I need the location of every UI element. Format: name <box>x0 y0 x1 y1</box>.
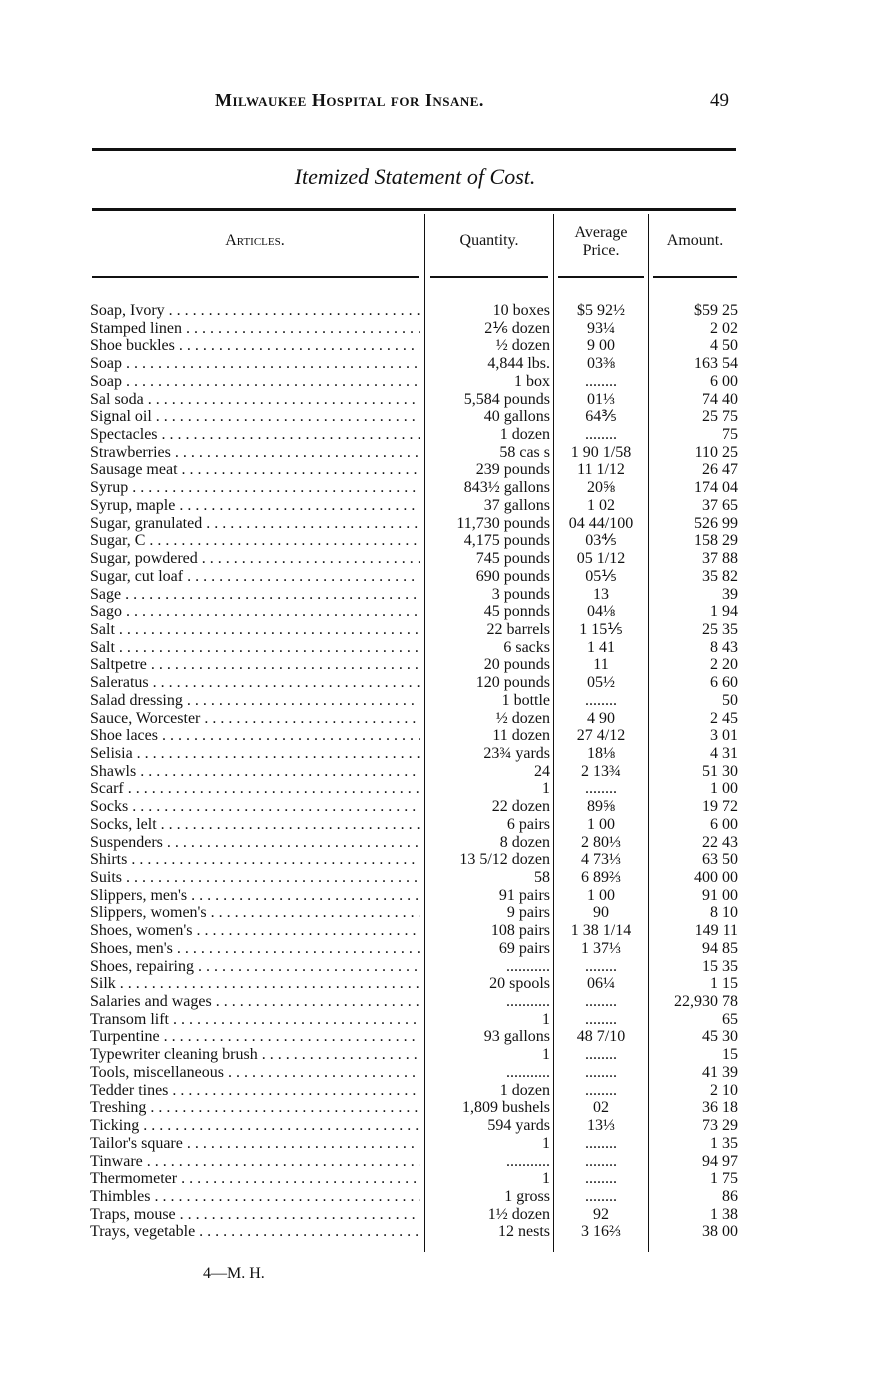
table-row <box>0 692 896 710</box>
article-cell: Suits . . . <box>90 869 420 887</box>
article-cell: Thimbles . . . <box>90 1188 420 1206</box>
table-row <box>0 1170 896 1188</box>
table-row <box>0 922 896 940</box>
quantity-cell: ........... <box>506 1063 550 1081</box>
price-cell: 4 90 <box>587 709 615 727</box>
quantity-cell: 13 5/12 dozen <box>459 851 550 869</box>
page-number: 49 <box>710 90 729 111</box>
article-cell: Sago . . . <box>90 603 420 621</box>
amount-cell: 94 85 <box>702 939 738 957</box>
amount-cell: 110 25 <box>694 443 738 461</box>
quantity-cell: 40 gallons <box>483 408 550 426</box>
amount-cell: 4 31 <box>710 744 738 762</box>
article-cell: Tinware . . . <box>90 1153 420 1171</box>
article-cell: Silk . . . <box>90 975 420 993</box>
article-cell: Shirts . . . <box>90 851 420 869</box>
table-row <box>0 497 896 515</box>
table-row <box>0 674 896 692</box>
quantity-cell: 239 pounds <box>475 461 550 479</box>
table-row <box>0 1206 896 1224</box>
article-cell: Sugar, C . . . <box>90 532 420 550</box>
quantity-cell: 93 gallons <box>483 1028 550 1046</box>
price-cell: 92 <box>593 1205 609 1223</box>
amount-cell: 158 29 <box>694 532 738 550</box>
article-cell: Turpentine . . . <box>90 1028 420 1046</box>
article-cell: Sauce, Worcester . . . <box>90 710 420 728</box>
article-cell: Sausage meat . . . <box>90 461 420 479</box>
quantity-cell: 10 boxes <box>492 302 550 319</box>
quantity-cell: 22 barrels <box>486 620 550 638</box>
article-cell: Tools, miscellaneous . . . <box>90 1064 420 1082</box>
header-rule <box>92 276 419 278</box>
signature-mark: 4—M. H. <box>203 1265 265 1282</box>
amount-cell: 51 30 <box>702 762 738 780</box>
quantity-cell: 11 dozen <box>492 727 550 745</box>
amount-cell: 63 50 <box>702 851 738 869</box>
header-price: Average Price. <box>574 224 628 259</box>
price-cell: ........ <box>585 372 617 390</box>
amount-cell: 1 75 <box>710 1170 738 1188</box>
quantity-cell: ½ dozen <box>495 709 550 727</box>
price-cell: 2 80⅓ <box>581 833 621 851</box>
article-cell: Syrup, maple . . . <box>90 497 420 515</box>
table-row <box>0 1082 896 1100</box>
quantity-cell: ........... <box>506 993 550 1011</box>
amount-cell: 8 10 <box>710 904 738 922</box>
amount-cell: 6 00 <box>710 815 738 833</box>
quantity-cell: 20 pounds <box>483 656 550 674</box>
table-row <box>0 763 896 781</box>
table-row <box>0 621 896 639</box>
price-cell: 03⅘ <box>585 532 617 550</box>
table-row <box>0 444 896 462</box>
amount-cell: 86 <box>722 1187 738 1205</box>
amount-cell: 174 04 <box>694 479 738 497</box>
price-cell: ........ <box>585 1063 617 1081</box>
article-cell: Soap . . . <box>90 373 420 391</box>
table-row <box>0 639 896 657</box>
quantity-cell: 4,844 lbs. <box>487 355 550 373</box>
quantity-cell: 108 pairs <box>490 922 550 940</box>
amount-cell: 149 11 <box>694 922 738 940</box>
quantity-cell: 23¾ yards <box>483 744 550 762</box>
quantity-cell: 12 nests <box>498 1223 550 1241</box>
quantity-cell: 11,730 pounds <box>456 514 550 532</box>
amount-cell: 37 88 <box>702 550 738 568</box>
article-cell: Ticking . . . <box>90 1117 420 1135</box>
price-cell: ........ <box>585 993 617 1011</box>
quantity-cell: 8 dozen <box>499 833 550 851</box>
price-cell: 1 90 1/58 <box>570 443 632 461</box>
amount-cell: 22 43 <box>702 833 738 851</box>
quantity-cell: 58 <box>534 869 550 886</box>
document-title: Itemized Statement of Cost. <box>294 164 536 189</box>
article-cell: Selisia . . . <box>90 745 420 763</box>
article-cell: Transom lift . . . <box>90 1011 420 1029</box>
amount-cell: 26 47 <box>702 461 738 479</box>
article-cell: Salad dressing . . . <box>90 692 420 710</box>
table-row <box>0 320 896 338</box>
price-cell: 9 00 <box>587 337 615 355</box>
table-row <box>0 1046 896 1064</box>
amount-cell: 1 15 <box>710 975 738 993</box>
article-cell: Scarf . . . <box>90 780 420 798</box>
price-cell: ........ <box>585 1187 617 1205</box>
article-cell: Slippers, men's . . . <box>90 887 420 905</box>
table-row <box>0 1117 896 1135</box>
amount-cell: 15 35 <box>702 957 738 975</box>
table-row <box>0 834 896 852</box>
price-cell: 89⅝ <box>587 798 615 816</box>
quantity-cell: 37 gallons <box>483 496 550 514</box>
article-cell: Sugar, granulated . . . <box>90 515 420 533</box>
table-row <box>0 373 896 391</box>
table-row <box>0 302 896 320</box>
article-cell: Sage . . . <box>90 586 420 604</box>
quantity-cell: 45 ponnds <box>483 603 550 621</box>
article-cell: Strawberries . . . <box>90 444 420 462</box>
table-row <box>0 586 896 604</box>
table-row <box>0 479 896 497</box>
amount-cell: 50 <box>722 691 738 709</box>
price-cell: 05⅕ <box>585 567 617 585</box>
amount-cell: 1 94 <box>710 603 738 621</box>
quantity-cell: 120 pounds <box>475 674 550 692</box>
quantity-cell: 843½ gallons <box>463 479 550 497</box>
amount-cell: 19 72 <box>702 798 738 816</box>
price-cell: 13 <box>593 585 609 603</box>
price-cell: ........ <box>585 780 617 798</box>
amount-cell: 6 60 <box>710 674 738 692</box>
price-cell: 93¼ <box>587 319 615 337</box>
price-cell: 1 37⅓ <box>581 939 621 957</box>
cost-table-body <box>0 302 896 1241</box>
table-row <box>0 1223 896 1241</box>
title-rule <box>92 208 736 211</box>
price-cell: 27 4/12 <box>576 727 626 745</box>
article-cell: Socks, lelt . . . <box>90 816 420 834</box>
amount-cell: 25 35 <box>702 620 738 638</box>
article-cell: Sugar, powdered . . . <box>90 550 420 568</box>
amount-cell: 1 38 <box>710 1205 738 1223</box>
top-rule <box>92 148 736 151</box>
amount-cell: 65 <box>722 1010 738 1028</box>
table-row <box>0 1064 896 1082</box>
quantity-cell: 1½ dozen <box>487 1205 550 1223</box>
article-cell: Shoes, repairing . . . <box>90 958 420 976</box>
price-cell: 6 89⅔ <box>581 869 621 886</box>
price-cell: 06¼ <box>587 975 615 993</box>
price-cell: ........ <box>585 1152 617 1170</box>
quantity-cell: ........... <box>506 1152 550 1170</box>
amount-cell: 73 29 <box>702 1117 738 1135</box>
header-articles: Articles. <box>225 232 285 249</box>
article-cell: Treshing . . . <box>90 1099 420 1117</box>
table-row <box>0 355 896 373</box>
article-cell: Shoe buckles . . . <box>90 337 420 355</box>
table-row <box>0 426 896 444</box>
price-cell: 1 41 <box>587 638 615 656</box>
header-quantity: Quantity. <box>459 232 519 249</box>
quantity-cell: ........... <box>506 957 550 975</box>
article-cell: Salt . . . <box>90 639 420 657</box>
price-cell: 02 <box>593 1099 609 1117</box>
table-row <box>0 780 896 798</box>
amount-cell: 39 <box>722 585 738 603</box>
price-cell: $5 92½ <box>577 302 625 319</box>
amount-cell: 35 82 <box>702 567 738 585</box>
amount-cell: 526 99 <box>694 514 738 532</box>
table-row <box>0 1153 896 1171</box>
price-cell: 04⅛ <box>587 603 615 621</box>
amount-cell: 6 00 <box>710 372 738 390</box>
quantity-cell: 9 pairs <box>506 904 550 922</box>
price-cell: 90 <box>593 904 609 922</box>
article-cell: Typewriter cleaning brush . . . <box>90 1046 420 1064</box>
article-cell: Spectacles . . . <box>90 426 420 444</box>
amount-cell: 25 75 <box>702 408 738 426</box>
header-rule <box>430 276 548 278</box>
article-cell: Salt . . . <box>90 621 420 639</box>
quantity-cell: 1 gross <box>504 1187 550 1205</box>
price-cell: ........ <box>585 691 617 709</box>
amount-cell: 15 <box>722 1046 738 1064</box>
table-row <box>0 887 896 905</box>
article-cell: Thermometer . . . <box>90 1170 420 1188</box>
article-cell: Stamped linen . . . <box>90 320 420 338</box>
price-cell: ........ <box>585 1170 617 1188</box>
header-rule <box>653 276 737 278</box>
quantity-cell: 5,584 pounds <box>463 390 550 408</box>
quantity-cell: 594 yards <box>487 1117 550 1135</box>
quantity-cell: 69 pairs <box>498 939 550 957</box>
price-cell: 11 1/12 <box>577 461 625 479</box>
article-cell: Tailor's square . . . <box>90 1135 420 1153</box>
article-cell: Soap . . . <box>90 355 420 373</box>
amount-cell: 94 97 <box>702 1152 738 1170</box>
table-row <box>0 727 896 745</box>
price-cell: ........ <box>585 957 617 975</box>
amount-cell: 22,930 78 <box>674 993 738 1011</box>
quantity-cell: 1 dozen <box>499 426 550 444</box>
article-cell: Saltpetre . . . <box>90 656 420 674</box>
table-row <box>0 391 896 409</box>
quantity-cell: 2⅙ dozen <box>484 319 550 337</box>
amount-cell: 2 45 <box>710 709 738 727</box>
price-cell: 1 00 <box>587 815 615 833</box>
price-cell: 05½ <box>587 674 615 692</box>
table-row <box>0 1099 896 1117</box>
table-row <box>0 816 896 834</box>
amount-cell: 38 00 <box>702 1223 738 1241</box>
article-cell: Slippers, women's . . . <box>90 904 420 922</box>
article-cell: Saleratus . . . <box>90 674 420 692</box>
price-cell: 3 16⅔ <box>581 1223 621 1241</box>
quantity-cell: 22 dozen <box>491 798 550 816</box>
price-cell: 01⅓ <box>587 390 615 408</box>
article-cell: Tedder tines . . . <box>90 1082 420 1100</box>
table-row <box>0 745 896 763</box>
quantity-cell: 1,809 bushels <box>462 1099 550 1117</box>
table-row <box>0 515 896 533</box>
price-cell: 1 15⅕ <box>579 620 623 638</box>
amount-cell: 37 65 <box>702 496 738 514</box>
header-rule <box>558 276 644 278</box>
amount-cell: 91 00 <box>702 886 738 904</box>
table-row <box>0 603 896 621</box>
price-cell: 18⅛ <box>587 744 615 762</box>
quantity-cell: 1 box <box>514 372 550 390</box>
quantity-cell: 1 bottle <box>501 691 550 709</box>
price-cell: 4 73⅓ <box>581 851 621 869</box>
price-cell: 04 44/100 <box>568 514 634 532</box>
amount-cell: 36 18 <box>702 1099 738 1117</box>
price-cell: ........ <box>585 1081 617 1099</box>
quantity-cell: 20 spools <box>489 975 550 993</box>
table-row <box>0 532 896 550</box>
price-cell: 2 13¾ <box>581 762 621 780</box>
quantity-cell: 1 dozen <box>499 1081 550 1099</box>
amount-cell: 45 30 <box>702 1028 738 1046</box>
article-cell: Traps, mouse . . . <box>90 1206 420 1224</box>
article-cell: Shawls . . . <box>90 763 420 781</box>
quantity-cell: 1 <box>542 1134 550 1152</box>
table-row <box>0 550 896 568</box>
table-row <box>0 975 896 993</box>
price-cell: ........ <box>585 1046 617 1064</box>
price-cell: ........ <box>585 426 617 444</box>
amount-cell: 75 <box>722 426 738 444</box>
quantity-cell: 3 pounds <box>491 585 550 603</box>
article-cell: Shoes, women's . . . <box>90 922 420 940</box>
quantity-cell: 4,175 pounds <box>463 532 550 550</box>
article-cell: Trays, vegetable . . . <box>90 1223 420 1241</box>
amount-cell: 163 54 <box>694 355 738 373</box>
price-cell: 48 7/10 <box>576 1028 626 1046</box>
table-row <box>0 1028 896 1046</box>
article-cell: Syrup . . . <box>90 479 420 497</box>
table-row <box>0 461 896 479</box>
amount-cell: 41 39 <box>702 1063 738 1081</box>
article-cell: Shoes, men's . . . <box>90 940 420 958</box>
price-cell: 11 <box>593 656 609 674</box>
price-cell: 20⅝ <box>587 479 615 497</box>
quantity-cell: 1 <box>542 1010 550 1028</box>
article-cell: Socks . . . <box>90 798 420 816</box>
price-cell: 05 1/12 <box>576 550 626 568</box>
quantity-cell: ½ dozen <box>495 337 550 355</box>
article-cell: Shoe laces . . . <box>90 727 420 745</box>
table-row <box>0 710 896 728</box>
quantity-cell: 6 sacks <box>503 638 550 656</box>
price-cell: ........ <box>585 1010 617 1028</box>
table-row <box>0 1135 896 1153</box>
price-cell: 03⅜ <box>587 355 615 373</box>
amount-cell: 1 00 <box>710 780 738 798</box>
table-row <box>0 869 896 887</box>
table-row <box>0 656 896 674</box>
price-cell: 1 38 1/14 <box>570 922 632 940</box>
quantity-cell: 1 <box>542 1170 550 1188</box>
amount-cell: $59 25 <box>694 302 738 319</box>
running-head: Milwaukee Hospital for Insane. <box>215 90 484 110</box>
quantity-cell: 91 pairs <box>498 886 550 904</box>
table-row <box>0 337 896 355</box>
table-row <box>0 958 896 976</box>
article-cell: Salaries and wages . . . <box>90 993 420 1011</box>
quantity-cell: 58 cas s <box>499 443 550 461</box>
amount-cell: 2 02 <box>710 319 738 337</box>
quantity-cell: 24 <box>534 762 550 780</box>
quantity-cell: 1 <box>542 780 550 798</box>
amount-cell: 2 10 <box>710 1081 738 1099</box>
table-row <box>0 408 896 426</box>
table-row <box>0 1011 896 1029</box>
article-cell: Sugar, cut loaf . . . <box>90 568 420 586</box>
article-cell: Soap, Ivory . . . <box>90 302 420 320</box>
table-row <box>0 904 896 922</box>
price-cell: 1 02 <box>587 496 615 514</box>
price-cell: 13⅓ <box>587 1117 615 1135</box>
price-cell: ........ <box>585 1134 617 1152</box>
table-row <box>0 568 896 586</box>
amount-cell: 3 01 <box>710 727 738 745</box>
table-row <box>0 798 896 816</box>
amount-cell: 8 43 <box>710 638 738 656</box>
amount-cell: 2 20 <box>710 656 738 674</box>
article-cell: Sal soda . . . <box>90 391 420 409</box>
amount-cell: 400 00 <box>694 869 738 886</box>
table-row <box>0 851 896 869</box>
quantity-cell: 1 <box>542 1046 550 1064</box>
header-amount: Amount. <box>666 232 724 249</box>
quantity-cell: 745 pounds <box>475 550 550 568</box>
table-row <box>0 940 896 958</box>
quantity-cell: 690 pounds <box>475 567 550 585</box>
table-row <box>0 1188 896 1206</box>
price-cell: 64⅗ <box>585 408 617 426</box>
amount-cell: 74 40 <box>702 390 738 408</box>
table-row <box>0 993 896 1011</box>
amount-cell: 1 35 <box>710 1134 738 1152</box>
quantity-cell: 6 pairs <box>506 815 550 833</box>
article-cell: Signal oil . . . <box>90 408 420 426</box>
price-cell: 1 00 <box>587 886 615 904</box>
article-cell: Suspenders . . . <box>90 834 420 852</box>
amount-cell: 4 50 <box>710 337 738 355</box>
